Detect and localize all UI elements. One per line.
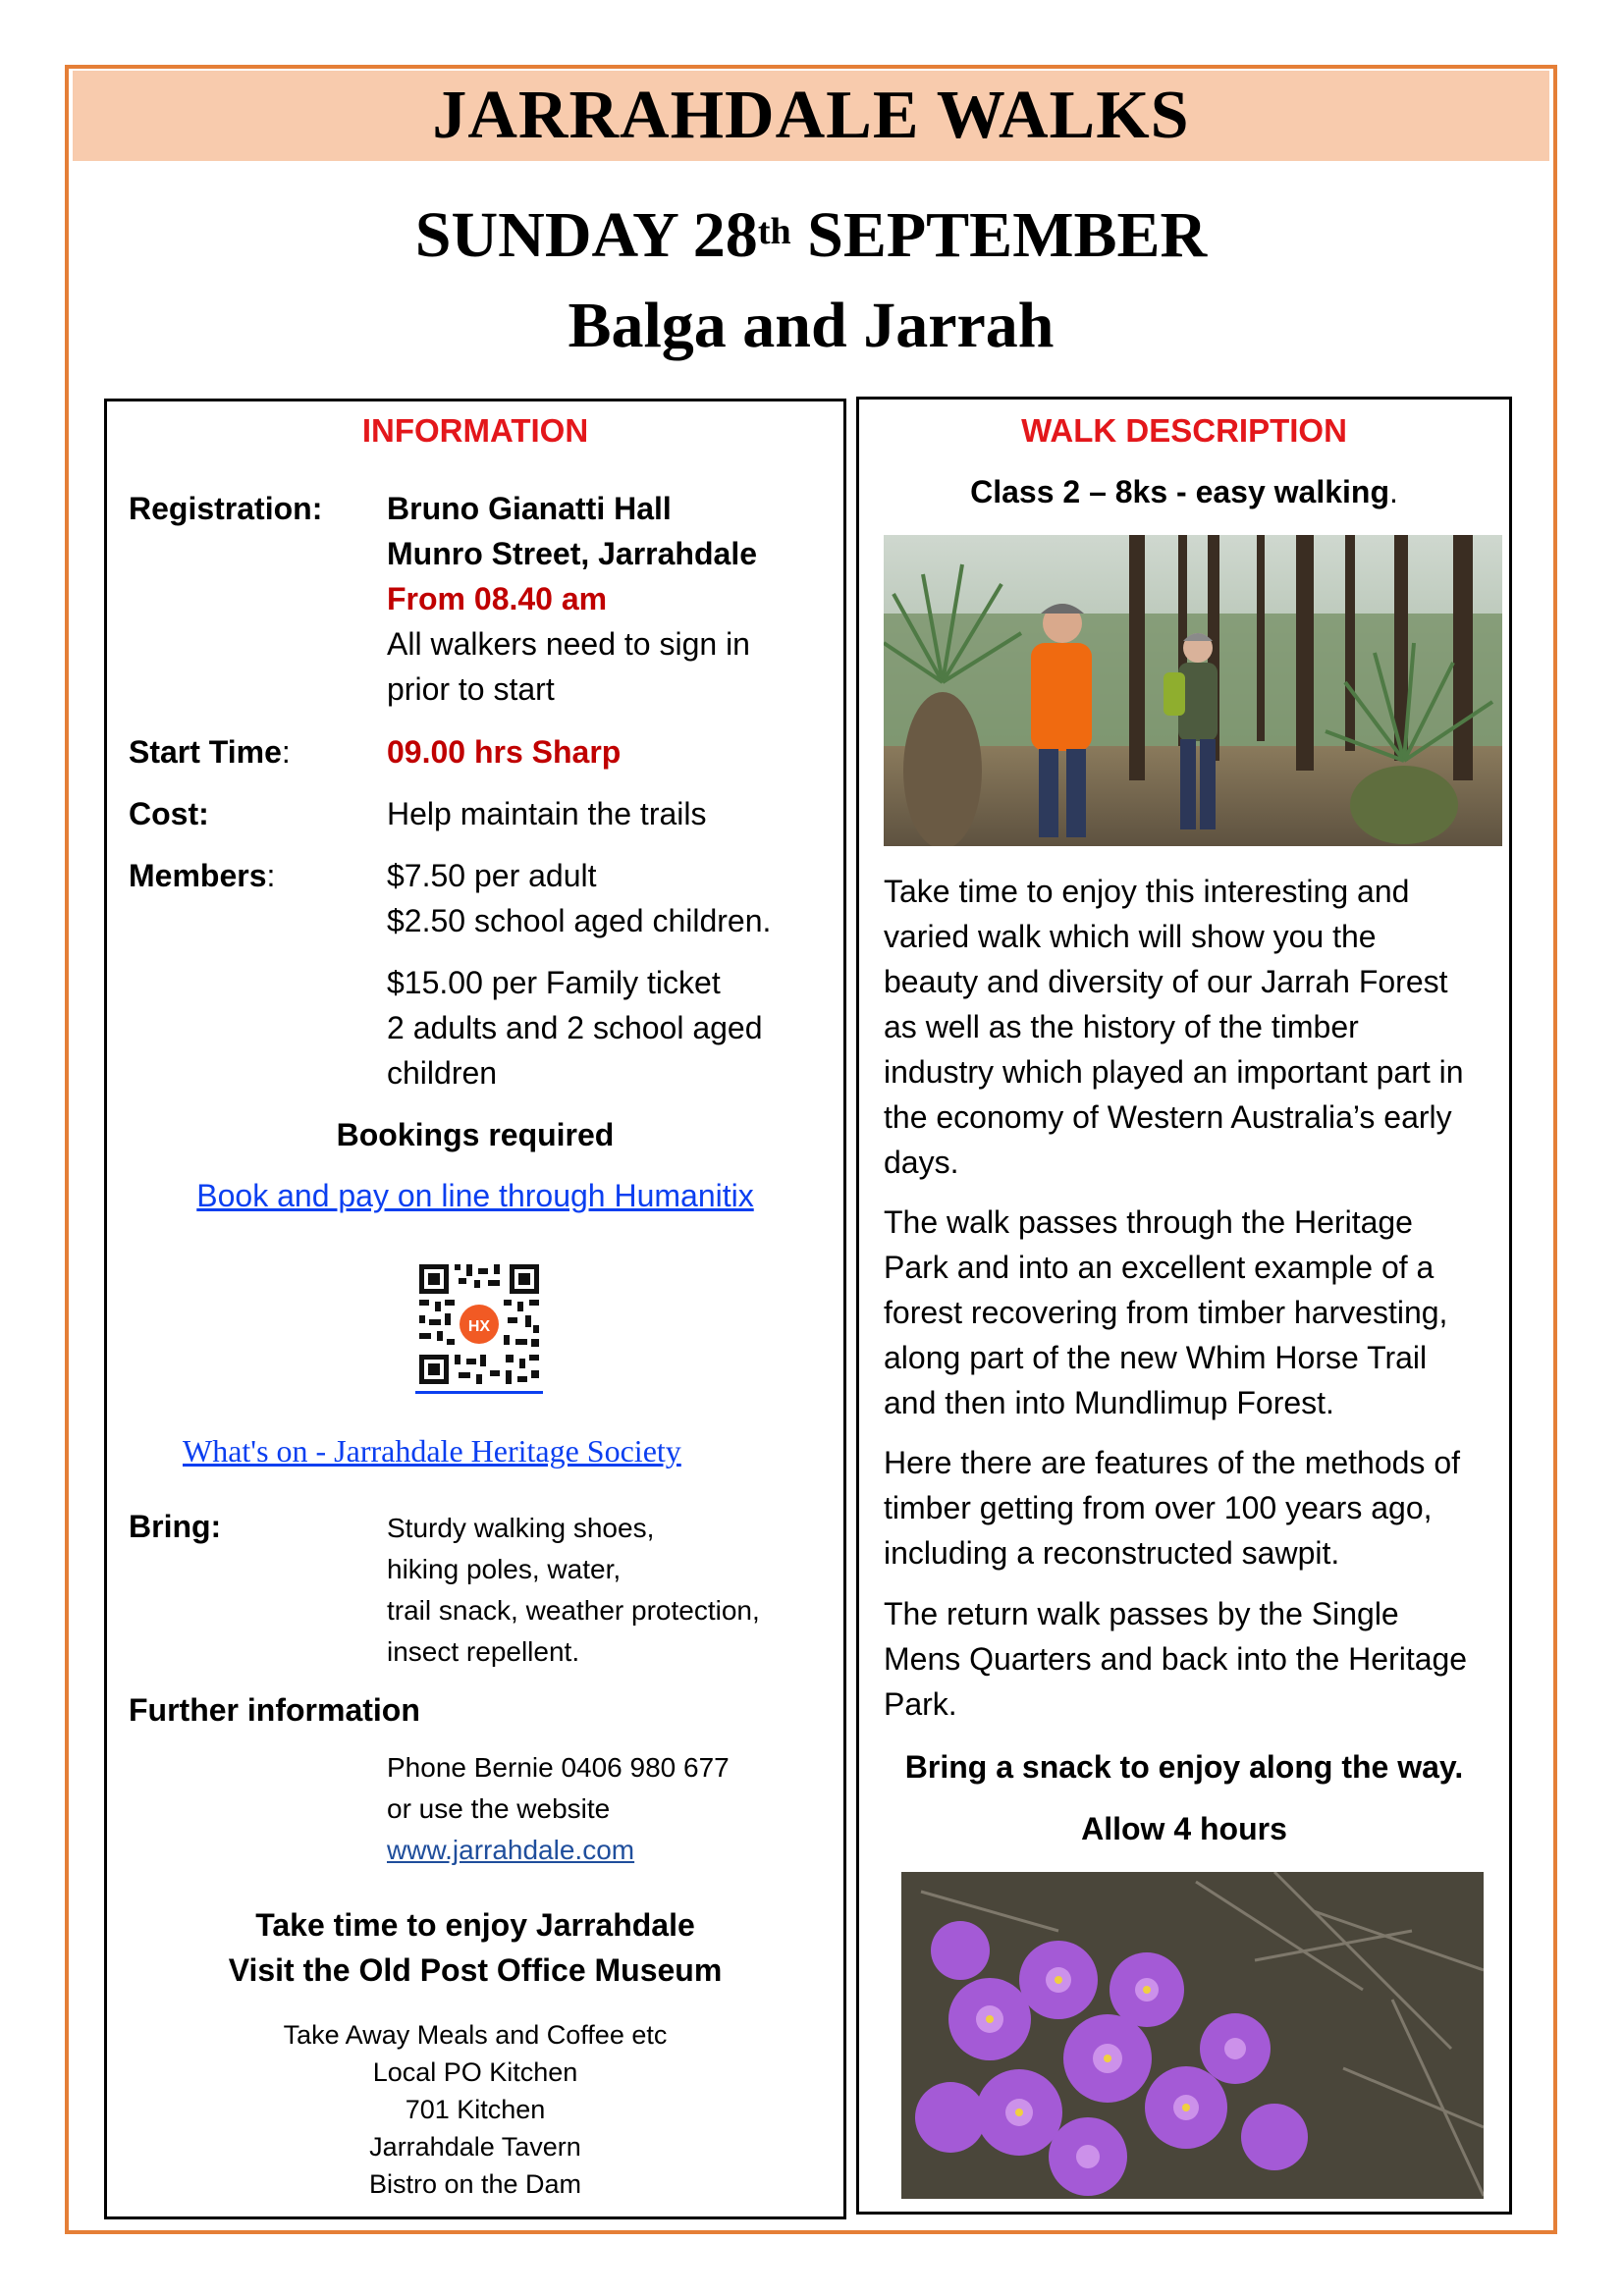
para-line: along part of the new Whim Horse Trail <box>884 1340 1428 1375</box>
start-time-label <box>129 734 291 771</box>
enjoy-line-1: Take time to enjoy Jarrahdale <box>255 1907 695 1943</box>
registration-street: Munro Street, Jarrahdale <box>387 536 757 571</box>
walk-paragraph-3 <box>884 1440 1502 1575</box>
food-item: 701 Kitchen <box>405 2095 546 2124</box>
jarrahdale-website-link[interactable]: www.jarrahdale.com <box>387 1835 635 1865</box>
para-line: timber getting from over 100 years ago, <box>884 1490 1433 1525</box>
date-ordinal: th <box>757 211 791 252</box>
qr-code-graphic <box>415 1260 543 1388</box>
members-child-price: $2.50 school aged children. <box>387 903 772 938</box>
para-line: including a reconstructed sawpit. <box>884 1535 1340 1571</box>
bookings-heading: Bookings required <box>336 1117 615 1152</box>
enjoy-line-2: Visit the Old Post Office Museum <box>228 1952 723 1988</box>
contact-phone: Phone Bernie 0406 980 677 <box>387 1752 730 1783</box>
qr-link-underline <box>415 1391 543 1394</box>
walk-description-heading: WALK DESCRIPTION <box>1021 412 1347 449</box>
start-time-label-text: Start Time <box>129 734 282 770</box>
registration-note-1: All walkers need to sign in <box>387 626 750 662</box>
walk-class <box>859 474 1509 510</box>
para-line: as well as the history of the timber <box>884 1009 1359 1044</box>
para-line: Here there are features of the methods of <box>884 1445 1460 1480</box>
wildflower-photo-graphic <box>901 1872 1484 2199</box>
walk-paragraph-1 <box>884 869 1502 1185</box>
walk-name: Balga and Jarrah <box>568 290 1055 361</box>
members-adult-price: $7.50 per adult <box>387 858 597 893</box>
walk-paragraph-4 <box>884 1591 1502 1727</box>
bring-item: hiking poles, water, <box>387 1554 622 1584</box>
start-time-colon: : <box>281 734 291 770</box>
para-line: The return walk passes by the Single <box>884 1596 1399 1631</box>
para-line: industry which played an important part in <box>884 1054 1464 1090</box>
contact-website-text: or use the website <box>387 1793 611 1824</box>
para-line: forest recovering from timber harvesting, <box>884 1295 1448 1330</box>
humanitix-booking-link[interactable]: Book and pay on line through Humanitix <box>196 1178 754 1213</box>
wildflower-photo <box>901 1872 1484 2199</box>
further-info-label: Further information <box>129 1692 420 1728</box>
para-line: Take time to enjoy this interesting and <box>884 874 1410 909</box>
registration-venue: Bruno Gianatti Hall <box>387 491 672 526</box>
bring-item: trail snack, weather protection, <box>387 1595 760 1626</box>
para-line: Park and into an excellent example of a <box>884 1250 1435 1285</box>
date-suffix: SEPTEMBER <box>790 199 1208 271</box>
members-label <box>129 858 275 894</box>
cost-label: Cost: <box>129 796 209 831</box>
snack-reminder: Bring a snack to enjoy along the way. <box>904 1749 1464 1785</box>
para-line: beauty and diversity of our Jarrah Forest <box>884 964 1448 999</box>
booking-qr-code[interactable] <box>415 1260 543 1388</box>
title-banner <box>73 71 1549 161</box>
para-line: and then into Mundlimup Forest. <box>884 1385 1334 1420</box>
bring-item: Sturdy walking shoes, <box>387 1513 655 1543</box>
para-line: The walk passes through the Heritage <box>884 1204 1413 1240</box>
bring-item: insect repellent. <box>387 1636 580 1667</box>
walkers-photo <box>884 535 1502 846</box>
start-time-value: 09.00 hrs Sharp <box>387 734 622 770</box>
members-colon: : <box>266 858 276 893</box>
duration-note: Allow 4 hours <box>1081 1811 1287 1846</box>
heritage-society-link[interactable]: What's on - Jarrahdale Heritage Society <box>183 1433 681 1468</box>
event-date <box>73 194 1549 277</box>
family-ticket-detail: 2 adults and 2 school aged <box>387 1010 763 1045</box>
information-heading: INFORMATION <box>361 412 589 449</box>
food-item: Local PO Kitchen <box>372 2057 578 2087</box>
para-line: Mens Quarters and back into the Heritage <box>884 1641 1468 1677</box>
para-line: varied walk which will show you the <box>884 919 1377 954</box>
food-item: Jarrahdale Tavern <box>369 2132 581 2162</box>
members-label-text: Members <box>129 858 267 893</box>
walk-class-period: . <box>1389 474 1398 509</box>
food-item: Bistro on the Dam <box>368 2169 582 2199</box>
walkers-photo-graphic <box>884 535 1502 846</box>
cost-value: Help maintain the trails <box>387 796 707 831</box>
website-link-row <box>387 1835 634 1866</box>
bring-label: Bring: <box>129 1509 222 1544</box>
registration-label: Registration: <box>129 491 323 526</box>
registration-time: From 08.40 am <box>387 581 608 616</box>
para-line: days. <box>884 1145 959 1180</box>
page-title: JARRAHDALE WALKS <box>432 78 1190 153</box>
walk-paragraph-2 <box>884 1200 1502 1425</box>
whats-on-link-row <box>183 1433 681 1469</box>
date-prefix: SUNDAY 28 <box>414 199 758 271</box>
para-line: Park. <box>884 1686 957 1722</box>
walk-class-text: Class 2 – 8ks - easy walking <box>970 474 1390 509</box>
family-ticket-detail-2: children <box>387 1055 498 1091</box>
para-line: the economy of Western Australia’s early <box>884 1099 1452 1135</box>
qr-logo-text: HX <box>467 1318 491 1335</box>
registration-note-2: prior to start <box>387 671 555 707</box>
family-ticket-price: $15.00 per Family ticket <box>387 965 721 1000</box>
bookings-link-row <box>107 1178 843 1214</box>
food-item: Take Away Meals and Coffee etc <box>283 2020 668 2050</box>
